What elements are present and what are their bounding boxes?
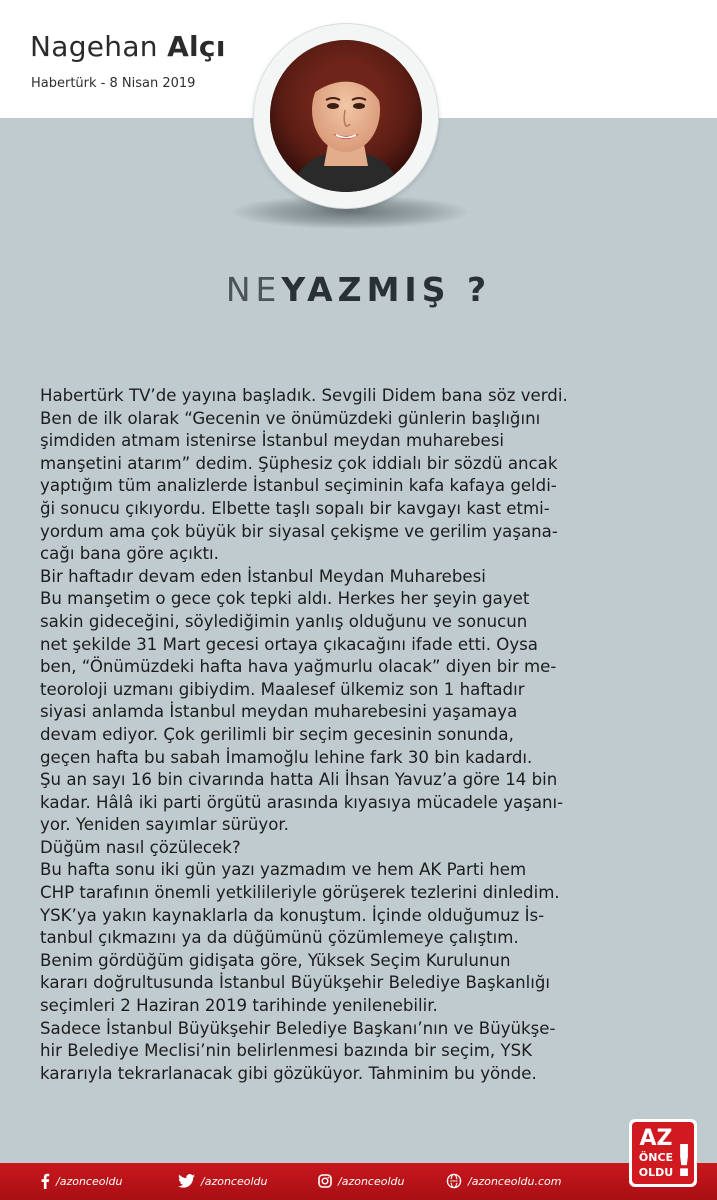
footer-website[interactable] <box>446 1171 561 1191</box>
article-line: geçen hafta bu sabah İmamoğlu lehine fark 30 bin kadardı. <box>40 747 533 767</box>
article-line: yaptığım tüm analizlerde İstanbul seçiminin kafa kafaya geldi- <box>40 476 557 496</box>
article-line: devam ediyor. Çok gerilimli bir seçim gecesinin sonunda, <box>40 724 514 744</box>
article-line: Bu hafta sonu iki gün yazı yazmadım ve hem AK Parti hem <box>40 860 527 880</box>
facebook-icon <box>40 1173 50 1189</box>
article-line: Şu an sayı 16 bin civarında hatta Ali İhsan Yavuz’a göre 14 bin <box>40 770 558 790</box>
article-line: sakin gideceğini, söylediğimin yanlış olduğunu ve sonucun <box>40 611 528 631</box>
brand-logo-line3: OLDU <box>638 1166 674 1179</box>
article-line: cağı bana göre açıktı. <box>40 544 219 564</box>
headline-light: NE <box>225 270 282 309</box>
brand-logo-mark: ! <box>673 1136 695 1187</box>
author-last-name: Alçı <box>167 30 226 63</box>
article-line: yor. Yeniden sayımlar sürüyor. <box>40 815 289 835</box>
article-line: seçimleri 2 Haziran 2019 tarihinde yenilenebilir. <box>40 996 438 1016</box>
article-line: net şekilde 31 Mart gecesi ortaya çıkacağını ifade etti. Oysa <box>40 634 538 654</box>
footer-instagram[interactable] <box>318 1171 404 1191</box>
article-line: hir Belediye Meclisi’nin belirlenmesi bazında bir seçim, YSK <box>40 1041 533 1061</box>
author-portrait <box>270 40 422 192</box>
article-body <box>40 385 690 1085</box>
article-line: manşetini atarım” dedim. Şüphesiz çok iddialı bir sözdü ancak <box>40 453 558 473</box>
article-line: ği sonucu çıkıyordu. Elbette taşlı sopalı bir kavgayı kast etmi- <box>40 498 550 518</box>
footer-twitter-handle: /azonceoldu <box>201 1174 268 1188</box>
footer-facebook[interactable] <box>40 1171 122 1191</box>
author-first-name: Nagehan <box>30 30 158 63</box>
globe-icon <box>446 1173 462 1189</box>
article-line: YSK’ya yakın kaynaklarla da konuştum. İçinde olduğumuz İs- <box>40 905 545 925</box>
source-date: Habertürk - 8 Nisan 2019 <box>31 76 196 91</box>
article-line: Sadece İstanbul Büyükşehir Belediye Başkanı’nın ve Büyükşe- <box>40 1018 556 1038</box>
svg-text:www: www <box>450 1179 458 1184</box>
instagram-icon <box>318 1174 332 1188</box>
article-line: Benim gördüğüm gidişata göre, Yüksek Seçim Kurulunun <box>40 950 511 970</box>
article-line: teoroloji uzmanı gibiydim. Maalesef ülkemiz son 1 haftadır <box>40 679 525 699</box>
article-line: siyasi anlamda İstanbul meydan muharebesini yaşamaya <box>40 702 518 722</box>
footer-facebook-handle: /azonceoldu <box>56 1174 123 1188</box>
footer-website-link: /azonceoldu.com <box>468 1174 562 1188</box>
article-line: CHP tarafının önemli yetkilileriyle görüşerek tezlerini dinledim. <box>40 883 560 903</box>
headline <box>0 270 717 309</box>
article-line: ben, “Önümüzdeki hafta hava yağmurlu olacak” diyen bir me- <box>40 657 557 677</box>
brand-logo[interactable] <box>628 1118 698 1188</box>
footer-twitter[interactable] <box>178 1171 267 1191</box>
article-line: kararıyla tekrarlanacak gibi gözüküyor. Tahminim bu yönde. <box>40 1063 537 1083</box>
headline-question-mark: ? <box>466 270 492 309</box>
author-name <box>30 30 226 63</box>
article-line: Bir haftadır devam eden İstanbul Meydan Muharebesi <box>40 566 486 586</box>
article-line: Ben de ilk olarak “Gecenin ve önümüzdeki günlerin başlığını <box>40 408 541 428</box>
article-line: Bu manşetim o gece çok tepki aldı. Herkes her şeyin gayet <box>40 589 530 609</box>
article-line: kararı doğrultusunda İstanbul Büyükşehir Belediye Başkanlığı <box>40 973 551 993</box>
article-line: Habertürk TV’de yayına başladık. Sevgili Didem bana söz verdi. <box>40 386 568 405</box>
article-line: şimdiden atmam istenirse İstanbul meydan muharebesi <box>40 431 504 451</box>
article-line: tanbul çıkmazını ya da düğümünü çözümlemeye çalıştım. <box>40 928 519 948</box>
brand-logo-line1: AZ <box>639 1126 673 1151</box>
article-line: yordum ama çok büyük bir siyasal çekişme ve gerilim yaşana- <box>40 521 558 541</box>
brand-logo-line2: ÖNCE <box>638 1151 674 1164</box>
footer-instagram-handle: /azonceoldu <box>338 1174 405 1188</box>
article-line: kadar. Hâlâ iki parti örgütü arasında kıyasıya mücadele yaşanı- <box>40 792 564 812</box>
headline-bold: YAZMIŞ <box>281 270 451 309</box>
twitter-icon <box>178 1174 195 1188</box>
article-line: Düğüm nasıl çözülecek? <box>40 837 241 857</box>
